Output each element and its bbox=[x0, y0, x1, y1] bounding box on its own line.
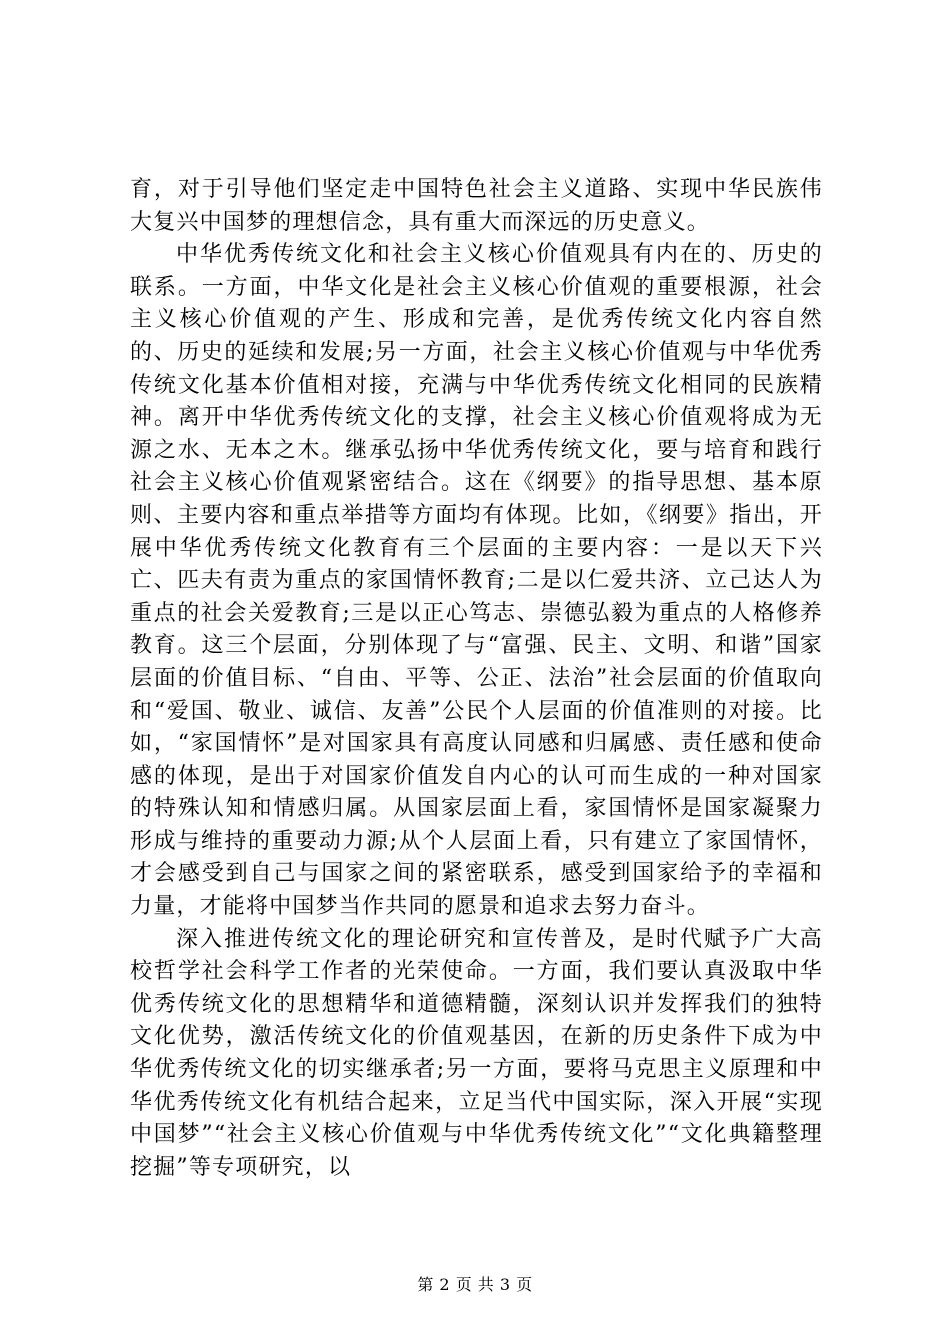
paragraph-2: 中华优秀传统文化和社会主义核心价值观具有内在的、历史的联系。一方面，中华文化是社会主义核心价值观的重要根源，社会主义核心价值观的产生、形成和完善，是优秀传统文化内容自然的、历史的延续和发展;另一方面，社会主义核心价值观与中华优秀传统文化基本价值相对接，充满与中华优秀传统文化相同的民族精神。离开中华优秀传统文化的支撑，社会主义核心价值观将成为无源之水、无本之木。继承弘扬中华优秀传统文化，要与培育和践行社会主义核心价值观紧密结合。这在《纲要》的指导思想、基本原则、主要内容和重点举措等方面均有体现。比如，《纲要》指出，开展中华优秀传统文化教育有三个层面的主要内容：一是以天下兴亡、匹夫有责为重点的家国情怀教育;二是以仁爱共济、立己达人为重点的社会关爱教育;三是以正心笃志、崇德弘毅为重点的人格修养教育。这三个层面，分别体现了与“富强、民主、文明、和谐”国家层面的价值目标、“自由、平等、公正、法治”社会层面的价值取向和“爱国、敬业、诚信、友善”公民个人层面的价值准则的对接。比如，“家国情怀”是对国家具有高度认同感和归属感、责任感和使命感的体现，是出于对国家价值发自内心的认可而生成的一种对国家的特殊认知和情感归属。从国家层面上看，家国情怀是国家凝聚力形成与维持的重要动力源;从个人层面上看，只有建立了家国情怀，才会感受到自己与国家之间的紧密联系，感受到国家给予的幸福和力量，才能将中国梦当作共同的愿景和追求去努力奋斗。 bbox=[130, 242, 823, 920]
document-body bbox=[130, 174, 823, 1184]
page-number-footer: 第 2 页 共 3 页 bbox=[417, 1275, 533, 1294]
paragraph-1: 育，对于引导他们坚定走中国特色社会主义道路、实现中华民族伟大复兴中国梦的理想信念，具有重大而深远的历史意义。 bbox=[130, 177, 823, 235]
paragraph-3: 深入推进传统文化的理论研究和宣传普及，是时代赋予广大高校哲学社会科学工作者的光荣使命。一方面，我们要认真汲取中华优秀传统文化的思想精华和道德精髓，深刻认识并发挥我们的独特文化优势，激活传统文化的价值观基因，在新的历史条件下成为中华优秀传统文化的切实继承者;另一方面，要将马克思主义原理和中华优秀传统文化有机结合起来，立足当代中国实际，深入开展“实现中国梦”“社会主义核心价值观与中华优秀传统文化”“文化典籍整理挖掘”等专项研究，以 bbox=[130, 926, 823, 1180]
